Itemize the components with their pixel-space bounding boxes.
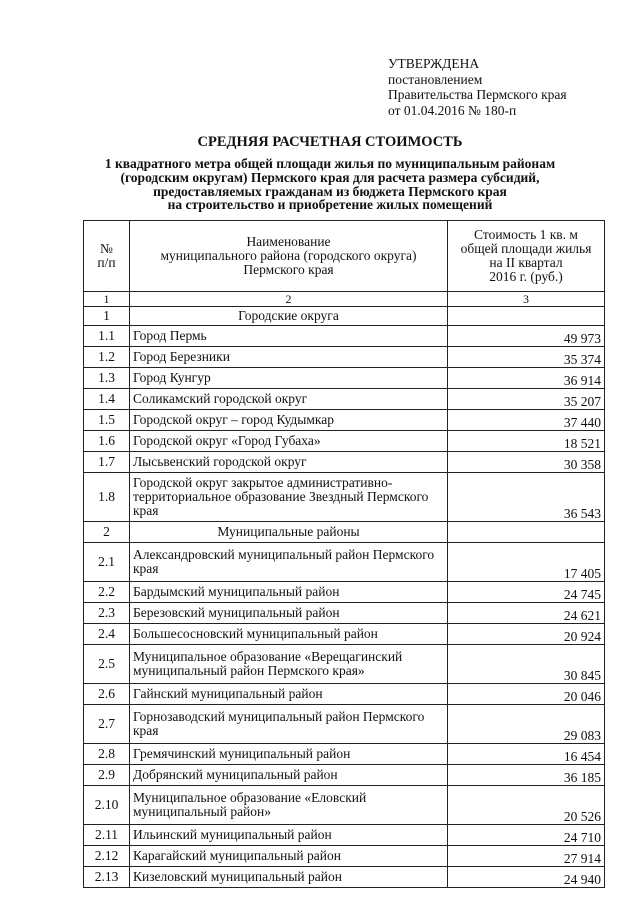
row-value: 16 454 [448,744,605,765]
row-number: 1.8 [84,473,130,522]
row-name: Городской округ закрытое административно-территориальное образование Звездный Пермского края [130,473,448,522]
table-row [84,431,605,452]
table-row [84,744,605,765]
row-name: Город Пермь [130,326,448,347]
row-value: 49 973 [448,326,605,347]
row-name: Кизеловский муниципальный район [130,867,448,888]
row-value: 20 526 [448,786,605,825]
row-value: 29 083 [448,705,605,744]
row-value: 30 845 [448,645,605,684]
header-text: № [100,241,113,256]
row-number: 1.7 [84,452,130,473]
row-value: 27 914 [448,846,605,867]
row-number: 2.12 [84,846,130,867]
table-row [84,410,605,431]
subtitle-line: на строительство и приобретение жилых помещений [167,197,493,213]
row-number: 2.7 [84,705,130,744]
row-number: 1.2 [84,347,130,368]
row-value: 36 543 [448,473,605,522]
row-name: Муниципальное образование «Еловский муниципальный район» [130,786,448,825]
row-name: Ильинский муниципальный район [130,825,448,846]
row-number: 2.2 [84,582,130,603]
header-name [130,221,448,292]
cost-table [83,220,605,888]
row-name: Лысьвенский городской округ [130,452,448,473]
table-row [84,645,605,684]
table-header-row [84,221,605,292]
section-row [84,522,605,543]
row-name: Бардымский муниципальный район [130,582,448,603]
row-number: 1.5 [84,410,130,431]
row-name: Город Березники [130,347,448,368]
row-value: 35 207 [448,389,605,410]
row-name: Гайнский муниципальный район [130,684,448,705]
row-name: Березовский муниципальный район [130,603,448,624]
document-title: СРЕДНЯЯ РАСЧЕТНАЯ СТОИМОСТЬ [197,134,463,150]
row-name: Горнозаводский муниципальный район Пермского края [130,705,448,744]
approval-line: Правительства Пермского края [388,87,567,102]
subtitle-line: предоставляемых гражданам из бюджета Пермского края [153,183,507,199]
approval-line: от 01.04.2016 № 180-п [388,102,517,118]
row-name: Большесосновский муниципальный район [130,624,448,645]
row-value: 20 046 [448,684,605,705]
row-number: 1.3 [84,368,130,389]
row-name: Гремячинский муниципальный район [130,744,448,765]
row-number: 2.6 [84,684,130,705]
row-value: 17 405 [448,543,605,582]
row-name: Муниципальные районы [130,522,448,543]
table-row [84,452,605,473]
header-text: 2016 г. (руб.) [489,269,563,284]
header-text: общей площади жилья [460,241,592,256]
row-number: 1 [84,307,130,326]
table-row [84,705,605,744]
row-number: 1.1 [84,326,130,347]
row-name: Город Кунгур [130,368,448,389]
table-row [84,347,605,368]
row-value: 36 914 [448,368,605,389]
row-name: Муниципальное образование «Верещагинский муниципальный район Пермского края» [130,645,448,684]
row-value: 37 440 [448,410,605,431]
row-value: 18 521 [448,431,605,452]
row-number: 2.11 [84,825,130,846]
table-row [84,603,605,624]
row-value [448,522,605,543]
row-value: 24 745 [448,582,605,603]
approval-stamp [388,56,567,118]
subtitle-line: 1 квадратного метра общей площади жилья по муниципальным районам [104,156,556,171]
row-value [448,307,605,326]
table-row [84,786,605,825]
table-row [84,765,605,786]
approval-line: УТВЕРЖДЕНА [388,56,480,71]
column-number: 3 [448,292,605,307]
table-row [84,368,605,389]
row-value: 35 374 [448,347,605,368]
header-text: Наименование [246,234,331,249]
header-text: на II квартал [489,255,563,270]
document-heading [60,134,600,212]
row-name: Соликамский городской округ [130,389,448,410]
row-number: 2.10 [84,786,130,825]
table-row [84,582,605,603]
row-name: Добрянский муниципальный район [130,765,448,786]
section-row [84,307,605,326]
column-number-row [84,292,605,307]
row-number: 1.6 [84,431,130,452]
table-row [84,867,605,888]
header-text: Пермского края [243,262,334,277]
row-name: Городской округ «Город Губаха» [130,431,448,452]
table-row [84,473,605,522]
row-number: 1.4 [84,389,130,410]
row-value: 24 940 [448,867,605,888]
row-number: 2.3 [84,603,130,624]
table-row [84,326,605,347]
row-value: 24 621 [448,603,605,624]
header-number [84,221,130,292]
row-value: 36 185 [448,765,605,786]
table-row [84,684,605,705]
row-number: 2.13 [84,867,130,888]
row-number: 2.8 [84,744,130,765]
row-number: 2.5 [84,645,130,684]
table-row [84,825,605,846]
row-number: 2 [84,522,130,543]
row-value: 30 358 [448,452,605,473]
row-value: 20 924 [448,624,605,645]
column-number: 1 [84,292,130,307]
table-row [84,624,605,645]
row-number: 2.4 [84,624,130,645]
row-name: Карагайский муниципальный район [130,846,448,867]
subtitle-line: (городским округам) Пермского края для расчета размера субсидий, [120,169,540,185]
header-text: Стоимость 1 кв. м [474,227,578,242]
row-number: 2.9 [84,765,130,786]
header-cost [448,221,605,292]
row-name: Александровский муниципальный район Пермского края [130,543,448,582]
table-row [84,389,605,410]
row-number: 2.1 [84,543,130,582]
table-row [84,846,605,867]
row-name: Городской округ – город Кудымкар [130,410,448,431]
approval-line: постановлением [388,71,483,87]
table-row [84,543,605,582]
row-value: 24 710 [448,825,605,846]
row-name: Городские округа [130,307,448,326]
column-number: 2 [130,292,448,307]
header-text: п/п [97,255,116,270]
header-text: муниципального района (городского округа) [160,248,417,263]
